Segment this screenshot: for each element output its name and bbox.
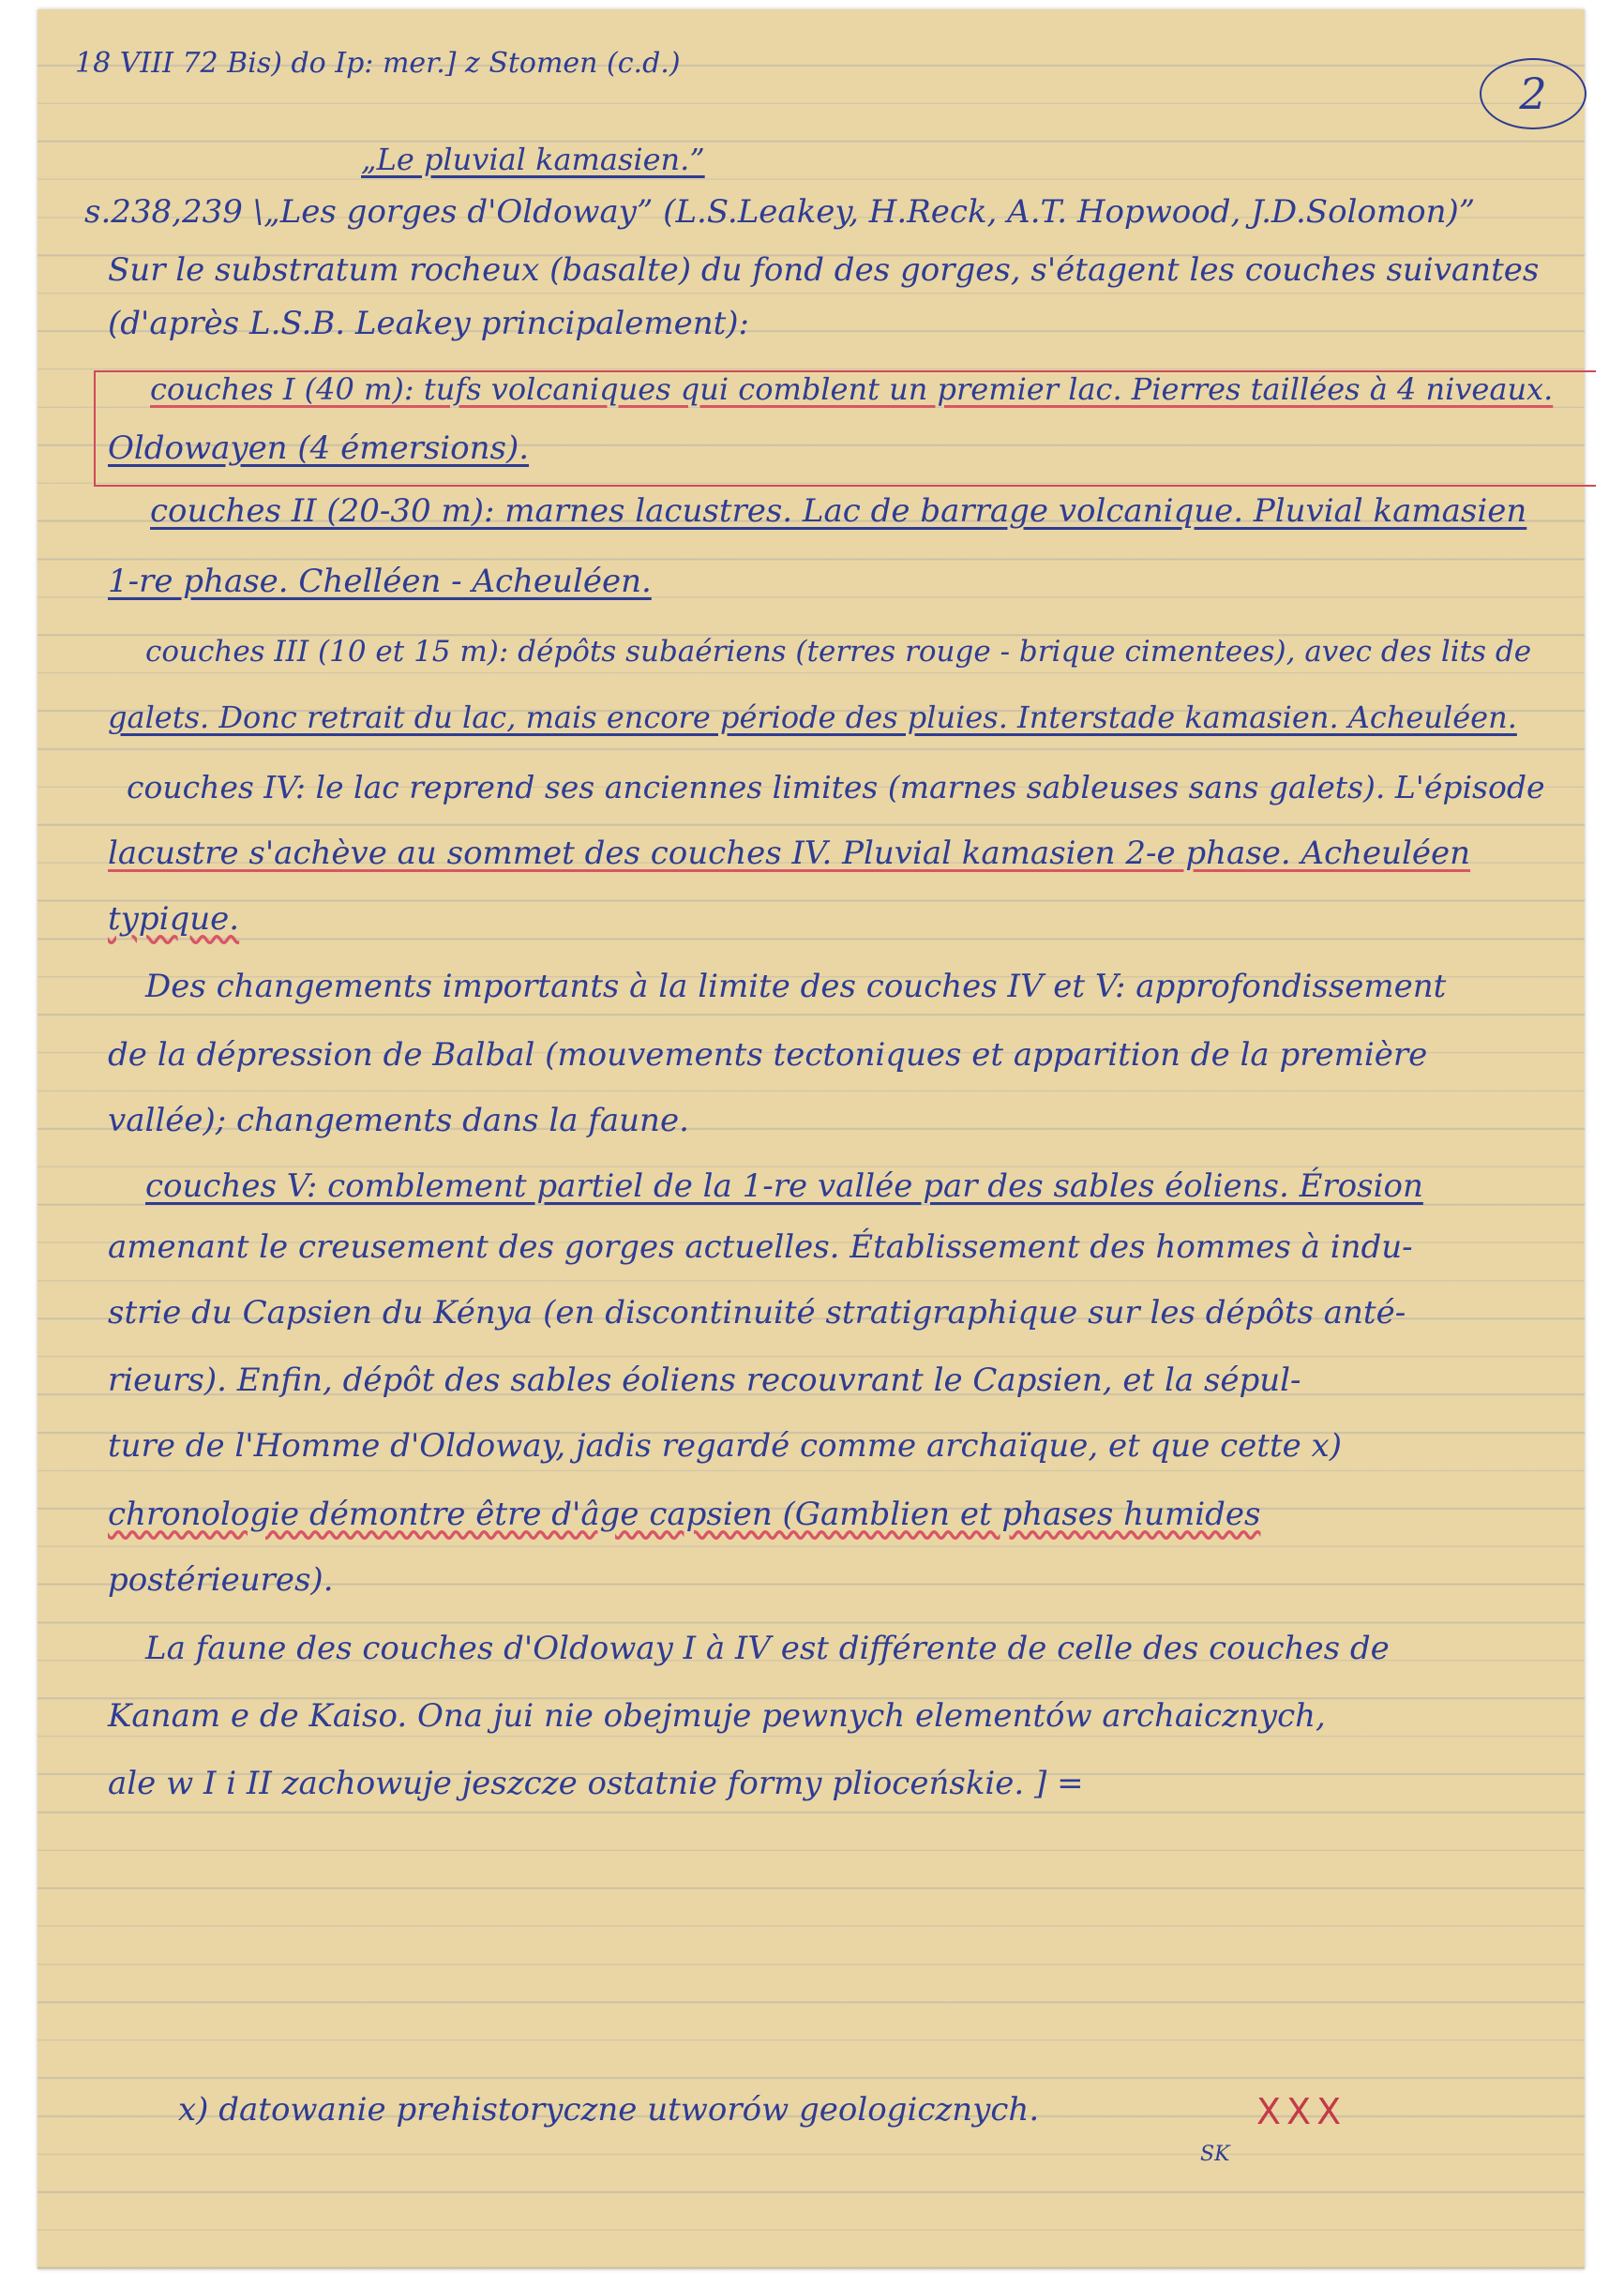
page-number: 2 — [1480, 58, 1586, 129]
footnote-text: x) datowanie prehistoryczne utworów geologicznych. — [178, 2091, 1040, 2129]
text-line-24: Kanam e de Kaiso. Ona jui nie obejmuje pewnych elementów archaicznych, — [108, 1697, 1326, 1735]
notebook-page — [38, 9, 1585, 2269]
text-line-2: Sur le substratum rocheux (basalte) du fond des gorges, s'étagent les couches suivantes — [108, 251, 1540, 289]
text-line-4: couches I (40 m): tufs volcaniques qui comblent un premier lac. Pierres taillées à 4 niveaux. — [150, 371, 1554, 407]
text-line-16: couches V: comblement partiel de la 1-re vallée par des sables éoliens. Érosion — [145, 1167, 1423, 1205]
text-line-22: postérieures). — [108, 1561, 334, 1599]
text-line-15: vallée); changements dans la faune. — [108, 1102, 689, 1139]
text-line-21: chronologie démontre être d'âge capsien (Gamblien et phases humides — [108, 1496, 1261, 1533]
text-line-23: La faune des couches d'Oldoway I à IV est différente de celle des couches de — [145, 1630, 1390, 1667]
text-line-6: couches II (20-30 m): marnes lacustres. Lac de barrage volcanique. Pluvial kamasien — [150, 492, 1527, 530]
text-line-25: ale w I i II zachowuje jeszcze ostatnie formy plioceńskie. ] = — [108, 1765, 1084, 1802]
header-line: 18 VIII 72 Bis) do Ip: mer.] z Stomen (c.d.) — [75, 47, 681, 80]
text-line-14: de la dépression de Balbal (mouvements tectoniques et apparition de la première — [108, 1036, 1428, 1074]
initials: SK — [1200, 2143, 1230, 2166]
text-line-1: s.238,239 \„Les gorges d'Oldoway” (L.S.Leakey, H.Reck, A.T. Hopwood, J.D.Solomon)” — [84, 193, 1476, 231]
text-line-8: couches III (10 et 15 m): dépôts subaériens (terres rouge - brique cimentees), avec des lits de — [145, 635, 1532, 669]
red-marks: XXX — [1256, 2091, 1347, 2132]
text-line-17: amenant le creusement des gorges actuelles. Établissement des hommes à indu- — [108, 1228, 1413, 1266]
text-line-12: typique. — [108, 900, 240, 938]
text-line-5: Oldowayen (4 émersions). — [108, 429, 530, 467]
section-title: „Le pluvial kamasien.” — [361, 142, 705, 177]
text-line-18: strie du Capsien du Kénya (en discontinuité stratigraphique sur les dépôts anté- — [108, 1294, 1406, 1332]
text-line-9: galets. Donc retrait du lac, mais encore période des pluies. Interstade kamasien. Acheuléen. — [108, 700, 1517, 735]
text-line-3: (d'après L.S.B. Leakey principalement): — [108, 305, 750, 342]
text-line-13: Des changements importants à la limite des couches IV et V: approfondissement — [145, 968, 1447, 1005]
text-line-7: 1-re phase. Chelléen - Acheuléen. — [108, 563, 652, 600]
text-line-10: couches IV: le lac reprend ses anciennes limites (marnes sableuses sans galets). L'épisode — [127, 769, 1545, 805]
text-line-19: rieurs). Enfin, dépôt des sables éoliens recouvrant le Capsien, et la sépul- — [108, 1362, 1301, 1399]
text-line-20: ture de l'Homme d'Oldoway, jadis regardé comme archaïque, et que cette x) — [108, 1427, 1342, 1465]
text-line-11: lacustre s'achève au sommet des couches IV. Pluvial kamasien 2-e phase. Acheuléen — [108, 835, 1471, 872]
